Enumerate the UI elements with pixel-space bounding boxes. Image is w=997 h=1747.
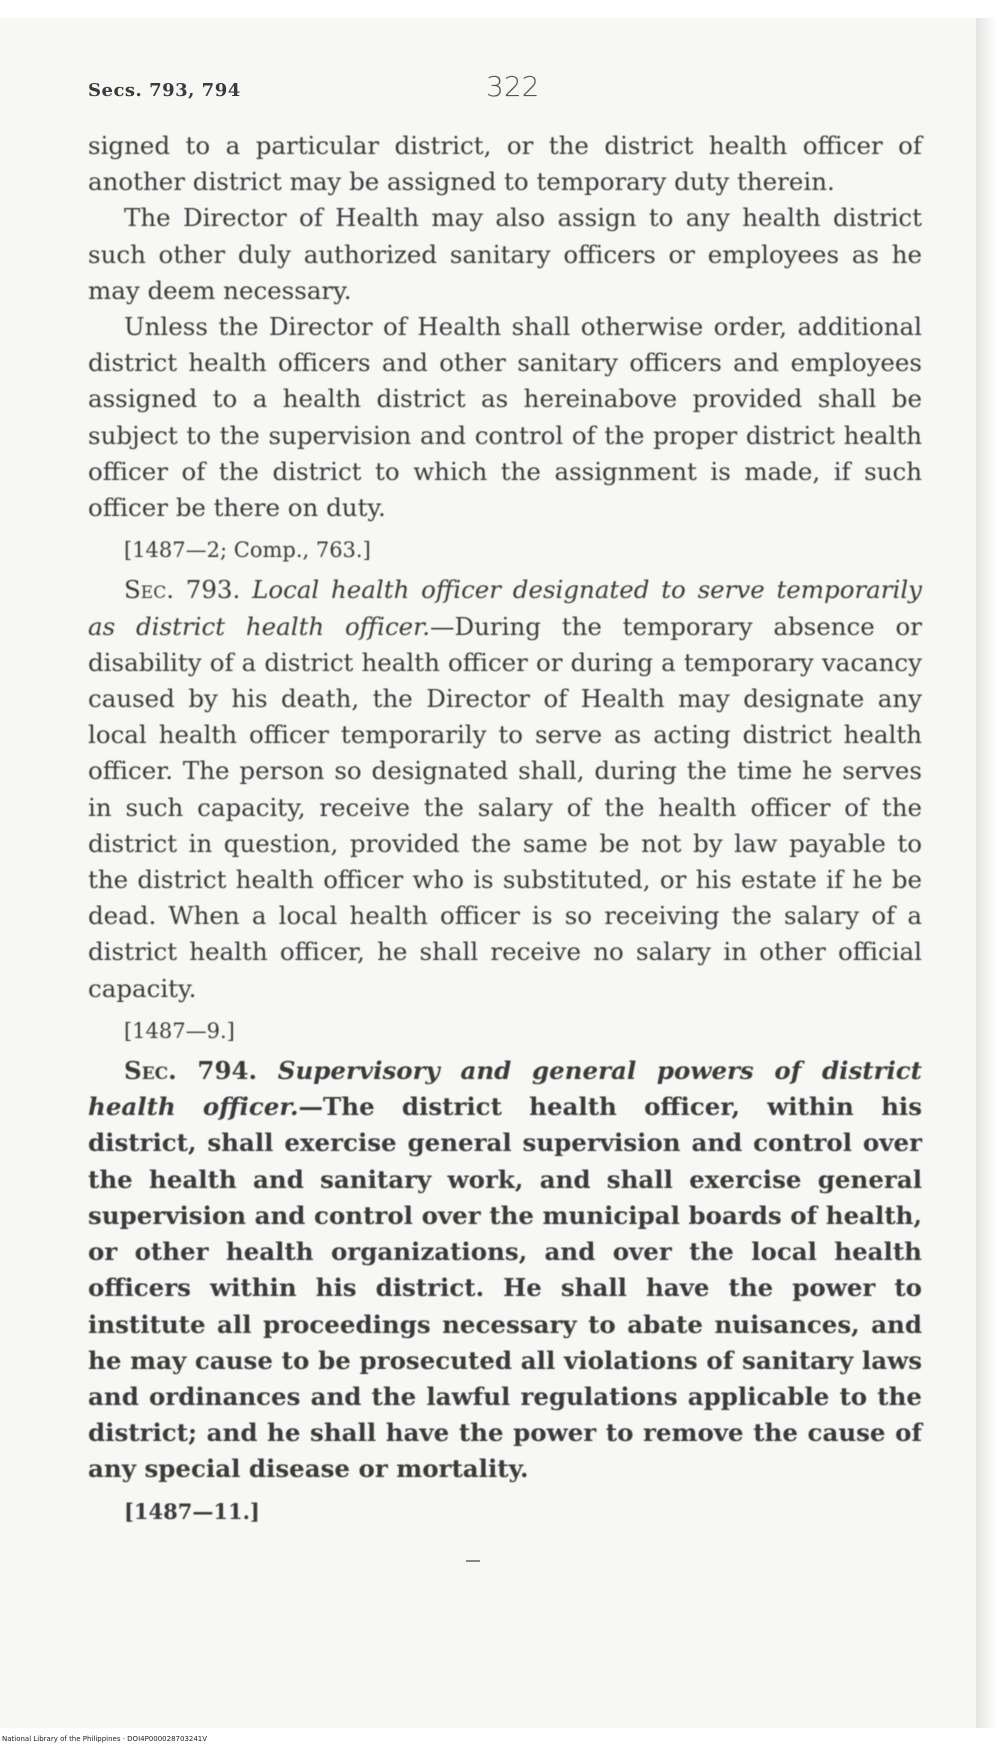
paragraph-assign-officers: The Director of Health may also assign to any health district such other duly authorized sanitary officers or employees as he may deem necessary. [88,203,922,305]
paragraph-supervision: Unless the Director of Health shall otherwise order, additional district health officers and other sanitary officers and employees assigned to a health district as hereinabove provided shall be subject to the supervision and control of the proper district health officer of the district to which the assignment is made, if such officer be there on duty. [88,312,922,523]
citation-1: [1487—2; Comp., 763.] [124,538,371,563]
section-793-number: Sec. 793. [124,575,241,605]
section-793-body: —During the temporary absence or disability of a district health officer or during a temporary vacancy caused by his death, the Director of Health may designate any local health officer temporarily to serve as acting district health officer. The person so designated shall, during the time he serves in such capacity, receive the salary of the health officer of the district in question, provided the same be not by law payable to the district health officer who is substituted, or his estate if he be dead. When a local health officer is so receiving the salary of a district health officer, he shall receive no salary in other official capacity. [88,611,922,1003]
document-body [88,128,922,1534]
print-mark [466,1560,480,1562]
citation-3: [1487—11.] [124,1498,260,1524]
section-794-number: Sec. 794. [124,1056,258,1086]
library-footer: National Library of the Philippines · DOI4P000028703241V [2,1735,208,1743]
section-793-title: Local health officer designated to serve temporarily as district health officer. [88,575,923,641]
section-794-body: —The district health officer, within his district, shall exercise general supervision and control over the health and sanitary work, and shall exercise general supervision and control over the municipal boards of health, or other health organizations, and over the local health officers within his district. He shall have the power to institute all proceedings necessary to abate nuisances, and he may cause to be prosecuted all violations of sanitary laws and ordinances and the lawful regulations applicable to the district; and he shall have the power to remove the cause of any special disease or mortality. [88,1092,922,1484]
page-number: 322 [486,70,540,103]
section-794-title: Supervisory and general powers of district health officer. [88,1056,923,1122]
section-793 [88,572,922,1006]
section-reference-label: Secs. 793, 794 [88,80,241,101]
page-header [88,70,922,110]
page-edge-shadow [976,18,997,1728]
section-794 [88,1053,922,1487]
paragraph-continued: signed to a particular district, or the district health officer of another district may be assigned to temporary duty therein. [88,131,922,197]
citation-2: [1487—9.] [124,1018,235,1043]
